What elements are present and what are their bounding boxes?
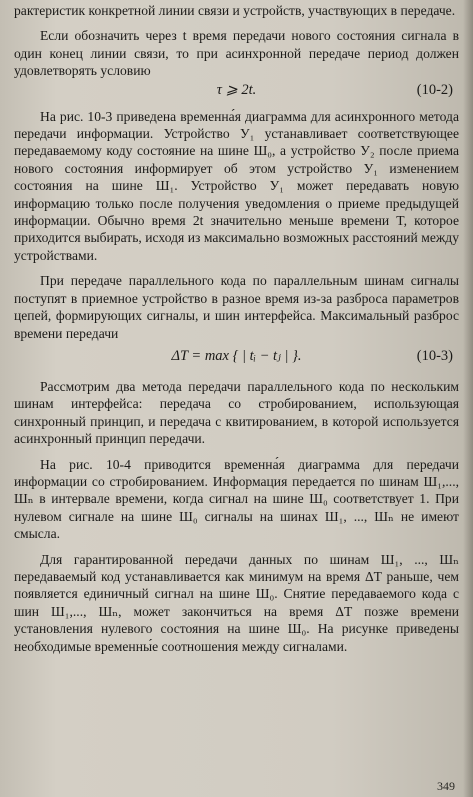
paragraph-async-condition: Если обозначить через t время передачи нового состояния сигнала в один конец линии связи, то при асинхронной передаче период должен удовлетворять условию (14, 28, 459, 79)
page-edge-shadow (463, 0, 473, 797)
paragraph-fig-10-4: На рис. 10-4 приводится временна́я диаграмма для передачи информации со стробированием. Информация передается по шинам Ш₁,..., Шₙ в интервале времени, когда сигнал на шине Ш₀ соответствует 1. При нулевом сигнале на шине Ш₀ сигналы на шинах Ш₁, ..., Шₙ не имеют смысла. (14, 456, 459, 542)
formula-expression: τ ⩾ 2t. (216, 81, 257, 98)
page-number: 349 (437, 778, 455, 793)
paragraph-continuation: рактеристик конкретной линии связи и устройств, участвующих в передаче. (14, 3, 456, 18)
paragraph-guaranteed-transfer: Для гарантированной передачи данных по шинам Ш₁, ..., Шₙ передаваемый код устанавливается как минимум на время ΔT раньше, чем появляется единичный сигнал на шине Ш₀. Снятие передаваемого кода с шин Ш₁,..., Шₙ, может закончиться на время ΔT позже времени установления нулевого состояния на шине Ш₀. На рисунке приведены необходимые временны́е соотношения между сигналами. (14, 551, 459, 654)
formula-expression: ΔT = max { | tᵢ − tⱼ | }. (171, 347, 302, 364)
paragraph-parallel-code: При передаче параллельного кода по параллельным шинам сигналы поступят в приемное устройство в разное время из-за разброса параметров цепей, формирующих сигналы, и шин интерфейса. Максимальный разброс времени передачи (14, 273, 459, 341)
formula-number: (10-3) (416, 347, 453, 364)
formula-10-3 (14, 348, 459, 368)
formula-number: (10-2) (416, 81, 453, 98)
formula-10-2 (14, 82, 459, 102)
paragraph-two-methods: Рассмотрим два метода передачи параллельного кода по нескольким шинам интерфейса: передача со стробированием, использующая синхронный принцип, и передача с квитированием, в которой используется асинхронный принцип передачи. (14, 378, 459, 447)
paragraph-fig-10-3: На рис. 10-3 приведена временна́я диаграмма для асинхронного метода передачи информации. Устройство У₁ устанавливает соответствующее передаваемому коду состояние на шине Ш₀, а устройство У₂ после приема нового состояния информирует об этом устройство У₁ изменением состояния на шине Ш₁. Устройство У₁ может передавать новую информацию только после получения уведомления о приеме предыдущей информации. Обычно время 2t значительно меньше времени T, которое приходится выбирать, исходя из максимально возможных расстояний между устройствами. (14, 108, 459, 263)
